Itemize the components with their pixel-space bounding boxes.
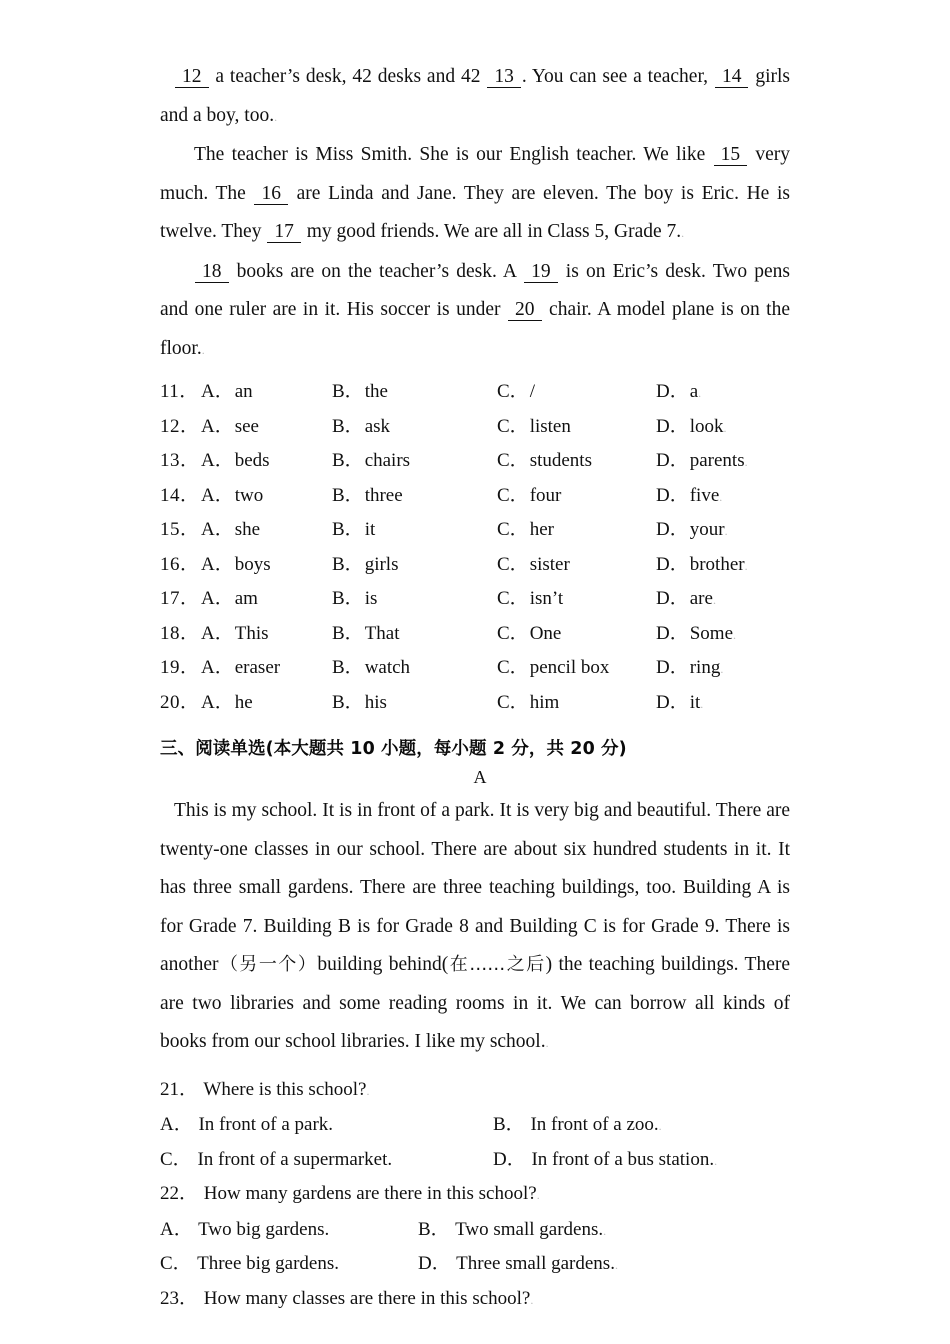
- cloze-blank-18: 18: [195, 262, 229, 283]
- passage-label-a: A: [473, 767, 487, 787]
- reading-option-c[interactable]: C． Three big gardens.: [160, 1253, 340, 1274]
- cloze-option-row: [160, 410, 790, 445]
- cloze-text: my good friends. We are all in Class 5, Grade 7.: [301, 221, 682, 242]
- cloze-option-d[interactable]: D．ring.: [656, 657, 724, 678]
- cloze-option-row: [160, 686, 790, 721]
- cloze-option-c[interactable]: C．her: [497, 519, 554, 540]
- reading-option-b[interactable]: B． Two small gardens..: [418, 1218, 607, 1240]
- cloze-option-a[interactable]: A．beds: [201, 450, 270, 471]
- cloze-option-d[interactable]: D．it.: [656, 691, 704, 713]
- cloze-paragraph-2: [160, 136, 790, 253]
- cloze-option-a[interactable]: A．am: [201, 588, 258, 609]
- cloze-option-b[interactable]: B．ask: [332, 415, 391, 437]
- cloze-question-number: 17．: [160, 588, 200, 609]
- cloze-question-number: 15．: [160, 519, 200, 540]
- cloze-blank-13: 13: [487, 67, 521, 88]
- cloze-text: The teacher is Miss Smith. She is our English teacher. We like: [194, 144, 713, 165]
- cloze-option-a[interactable]: A．he: [201, 691, 253, 713]
- cloze-option-d[interactable]: D．a.: [656, 381, 702, 402]
- cloze-blank-15: 15: [714, 145, 748, 166]
- cloze-option-row: [160, 513, 790, 548]
- cloze-option-d[interactable]: D．look.: [656, 415, 727, 437]
- cloze-question-number: 18．: [160, 622, 200, 644]
- cloze-blank-20: 20: [508, 300, 542, 321]
- cloze-option-row: [160, 548, 790, 583]
- reading-option-b[interactable]: B． In front of a zoo..: [493, 1114, 662, 1135]
- scan-artifact: .: [681, 226, 685, 240]
- cloze-text: a teacher’s desk, 42 desks and 42: [209, 66, 487, 87]
- cloze-option-c[interactable]: C．isn’t: [497, 588, 564, 609]
- passage-gloss-another: （另一个）: [218, 954, 318, 975]
- reading-option-d[interactable]: D． Three small gardens..: [418, 1253, 618, 1274]
- cloze-option-a[interactable]: A．she: [201, 519, 261, 540]
- passage-text-2: building behind(: [317, 954, 449, 975]
- cloze-option-c[interactable]: C．students: [497, 450, 592, 471]
- cloze-question-number: 13．: [160, 450, 200, 471]
- cloze-text: very much. The: [160, 144, 790, 204]
- cloze-blank-19: 19: [524, 262, 558, 283]
- reading-option-row: [160, 1108, 790, 1143]
- cloze-text: are Linda and Jane. They are eleven. The boy is Eric. He is twelve. They: [160, 182, 790, 242]
- cloze-option-d[interactable]: D．Some.: [656, 622, 737, 644]
- reading-question-stem: 23． How many classes are there in this school?.: [160, 1287, 534, 1309]
- cloze-option-b[interactable]: B．the: [332, 381, 388, 402]
- cloze-option-b[interactable]: B．is: [332, 588, 378, 609]
- reading-option-row: [160, 1143, 790, 1178]
- cloze-option-row: [160, 375, 790, 410]
- cloze-option-d[interactable]: D．are.: [656, 588, 716, 609]
- cloze-option-c[interactable]: C．/: [497, 381, 535, 402]
- page-content: [160, 58, 790, 1317]
- cloze-option-b[interactable]: B．chairs: [332, 450, 411, 471]
- cloze-option-d[interactable]: D．five.: [656, 484, 723, 506]
- cloze-option-c[interactable]: C．pencil box: [497, 657, 610, 678]
- cloze-option-a[interactable]: A．eraser: [201, 657, 281, 678]
- cloze-option-d[interactable]: D．your.: [656, 519, 728, 540]
- cloze-text: books are on the teacher’s desk. A: [229, 260, 524, 282]
- cloze-option-row: [160, 651, 790, 686]
- cloze-option-d[interactable]: D．brother.: [656, 553, 748, 575]
- cloze-question-number: 16．: [160, 553, 200, 575]
- cloze-option-d[interactable]: D．parents.: [656, 450, 748, 471]
- section-heading-reading: 三、阅读单选(本大题共 10 小题，每小题 2 分，共 20 分): [160, 739, 627, 759]
- cloze-blank-14: 14: [715, 67, 749, 88]
- cloze-option-b[interactable]: B．his: [332, 691, 387, 713]
- cloze-option-c[interactable]: C．One: [497, 622, 562, 644]
- cloze-option-row: [160, 479, 790, 514]
- cloze-blank-16: 16: [254, 184, 288, 205]
- passage-gloss-behind: 在……之后: [448, 954, 546, 975]
- cloze-option-b[interactable]: B．it: [332, 519, 376, 540]
- cloze-paragraph-3: [160, 253, 790, 370]
- cloze-passage: [160, 58, 790, 369]
- reading-option-a[interactable]: A． In front of a park.: [160, 1114, 334, 1135]
- reading-questions-list: [160, 1073, 790, 1318]
- cloze-blank-17: 17: [267, 222, 301, 243]
- cloze-option-c[interactable]: C．four: [497, 484, 562, 506]
- cloze-question-number: 19．: [160, 657, 200, 678]
- cloze-text: . You can see a teacher,: [521, 66, 714, 87]
- cloze-question-number: 20．: [160, 691, 200, 713]
- cloze-option-b[interactable]: B．watch: [332, 657, 411, 678]
- cloze-blank-12: 12: [175, 67, 209, 88]
- cloze-option-a[interactable]: A．see: [201, 415, 259, 437]
- passage-text-1: This is my school. It is in front of a park. It is very big and beautiful. There are twenty-one classes in our school. There are about six hundred students in it. It has three small gardens. There are three teaching buildings, too. Building A is for Grade 7. Building B is for Grade 8 and Building C is for Grade 9. There is another: [160, 800, 790, 975]
- reading-option-a[interactable]: A． Two big gardens.: [160, 1218, 330, 1240]
- reading-question-stem: 21． Where is this school?.: [160, 1078, 370, 1100]
- cloze-option-a[interactable]: A．an: [201, 381, 253, 402]
- scan-artifact: .: [201, 342, 205, 357]
- cloze-option-c[interactable]: C．listen: [497, 415, 571, 437]
- reading-option-d[interactable]: D． In front of a bus station..: [493, 1148, 718, 1170]
- cloze-option-row: [160, 582, 790, 617]
- cloze-option-c[interactable]: C．sister: [497, 553, 570, 575]
- cloze-option-b[interactable]: B．three: [332, 484, 403, 506]
- passage-text-3: ) the teaching buildings. There are two libraries and some reading rooms in it. We can borrow all kinds of books from our school libraries. I like my school.: [160, 954, 791, 1052]
- cloze-option-a[interactable]: A．This: [201, 622, 269, 644]
- cloze-option-a[interactable]: A．two: [201, 484, 264, 506]
- cloze-option-row: [160, 617, 790, 652]
- scan-artifact: .: [545, 1036, 549, 1050]
- cloze-option-row: [160, 444, 790, 479]
- reading-passage: [160, 792, 790, 1063]
- reading-option-row: [160, 1213, 790, 1248]
- cloze-text: girls and a boy, too.: [160, 66, 790, 126]
- cloze-option-c[interactable]: C．him: [497, 691, 560, 713]
- cloze-options-list: [160, 375, 790, 720]
- reading-option-row: [160, 1247, 790, 1282]
- reading-question-stem: 22． How many gardens are there in this school?.: [160, 1183, 540, 1204]
- cloze-question-number: 11．: [160, 381, 199, 402]
- cloze-question-number: 14．: [160, 484, 200, 506]
- cloze-paragraph-1: [160, 58, 790, 136]
- cloze-option-b[interactable]: B．girls: [332, 553, 399, 575]
- cloze-text: is on Eric’s desk. Two pens and one ruler are in it. His soccer is under: [160, 260, 790, 320]
- cloze-question-number: 12．: [160, 415, 200, 437]
- cloze-option-b[interactable]: B．That: [332, 622, 400, 644]
- cloze-option-a[interactable]: A．boys: [201, 553, 271, 575]
- reading-option-c[interactable]: C． In front of a supermarket.: [160, 1148, 393, 1170]
- cloze-text: chair. A model plane is on the floor.: [160, 299, 791, 359]
- scan-artifact: .: [274, 109, 278, 124]
